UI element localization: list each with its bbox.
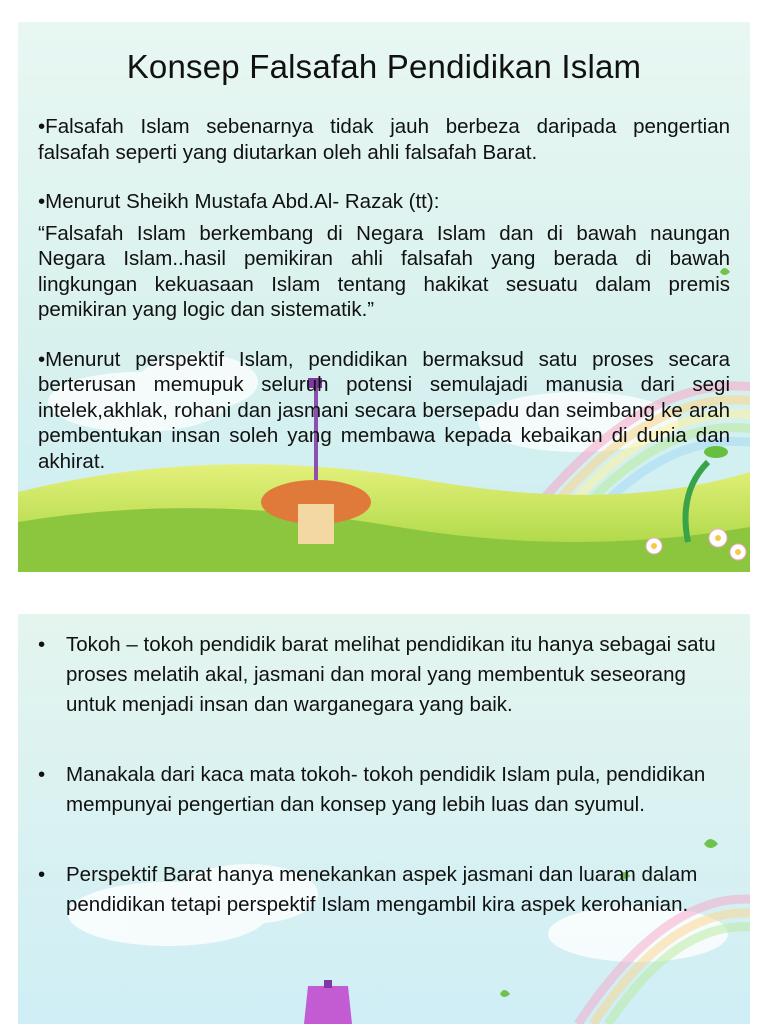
list-item [38,860,718,920]
slide-2 [18,614,750,1024]
bullet-marker: • [38,763,46,786]
paragraph-falsafah: •Falsafah Islam sebenarnya tidak jauh berbeza daripada pengertian falsafah seperti yang diutarkan oleh ahli falsafah Barat. [38,115,730,164]
slide-1-body [38,114,730,474]
paragraph-perspektif-islam: •Menurut perspektif Islam, pendidikan bermaksud satu proses secara berterusan memupuk seluruh potensi semulajadi manusia dari segi intelek,akhlak, rohani dan jasmani secara bersepadu dan seimbang ke arah pembentukan insan soleh yang membawa kepada kebaikan di dunia dan akhirat. [38,347,730,473]
list-item-text: Tokoh – tokoh pendidik barat melihat pendidikan itu hanya sebagai satu proses melatih akal, jasmani dan moral yang membentuk seseorang untuk menjadi insan dan warganegara yang baik. [66,633,716,716]
paragraph-quote: “Falsafah Islam berkembang di Negara Islam dan di bawah naungan Negara Islam..hasil pemikiran ahli falsafah yang berada di bawah lingkungan kekuasaan Islam tentang hakikat sesuatu dalam premis pemikiran yang logic dan sistematik.” [38,221,730,321]
bullet-marker: • [38,633,46,656]
bullet-list [38,630,718,960]
list-item [38,630,718,720]
slide-1 [18,22,750,572]
paragraph-menurut-sheikh: •Menurut Sheikh Mustafa Abd.Al- Razak (tt): [38,190,440,213]
slide-title: Konsep Falsafah Pendidikan Islam [126,48,642,85]
list-item-text: Perspektif Barat hanya menekankan aspek jasmani dan luaran dalam pendidikan tetapi perspektif Islam mengambil kira aspek kerohanian. [66,863,698,916]
list-item [38,760,718,820]
lamp-decoration [304,980,352,1024]
bullet-marker: • [38,863,46,886]
list-item-text: Manakala dari kaca mata tokoh- tokoh pendidik Islam pula, pendidikan mempunyai pengertian dan konsep yang lebih luas dan syumul. [66,763,706,816]
